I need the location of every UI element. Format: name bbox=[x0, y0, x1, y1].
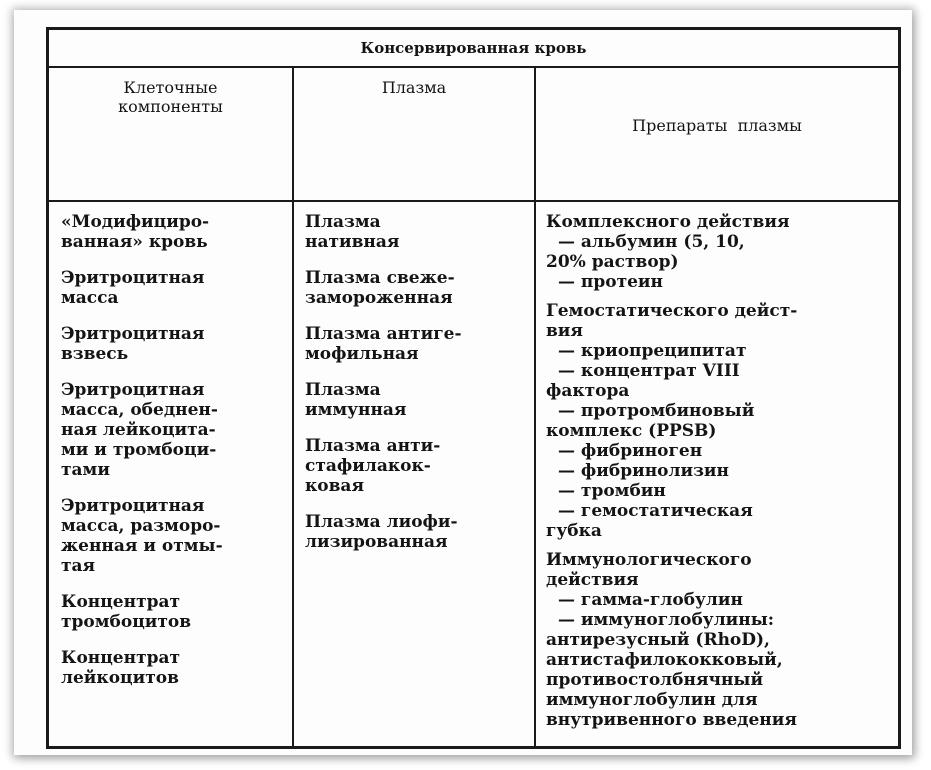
item-line: нативная bbox=[305, 232, 400, 252]
item-line: масса, обеднен- bbox=[61, 400, 218, 420]
item-line: лизированная bbox=[305, 532, 448, 552]
column-plasma bbox=[305, 212, 531, 568]
item-line: масса bbox=[61, 288, 119, 308]
item-line: Плазма свеже- bbox=[305, 268, 455, 288]
item-line: Эритроцитная bbox=[61, 268, 205, 288]
preparation-line: противостолбнячный bbox=[546, 670, 764, 690]
preparation-line: антистафилококковый, bbox=[546, 650, 783, 670]
group-heading: действия bbox=[546, 570, 639, 590]
header-line: компоненты bbox=[118, 97, 223, 116]
item-line: Концентрат bbox=[61, 592, 181, 612]
item-line: Эритроцитная bbox=[61, 380, 205, 400]
list-item bbox=[305, 268, 531, 308]
item-line: масса, разморо- bbox=[61, 516, 221, 536]
header-cell-preparations bbox=[536, 78, 898, 173]
item-line: мофильная bbox=[305, 344, 419, 364]
preparation-line: 20% раствор) bbox=[546, 252, 679, 272]
item-line: Плазма bbox=[305, 212, 381, 232]
preparation-line: — гамма-глобулин bbox=[558, 590, 743, 610]
preparation-group bbox=[546, 550, 896, 730]
header-line: Клеточные bbox=[123, 78, 218, 97]
item-line: Эритроцитная bbox=[61, 496, 205, 516]
item-line: тая bbox=[61, 556, 96, 576]
item-line: Эритроцитная bbox=[61, 324, 205, 344]
column-divider-1 bbox=[292, 66, 294, 746]
list-item bbox=[305, 324, 531, 364]
preparation-line: — тромбин bbox=[558, 481, 666, 501]
item-line: Плазма анти- bbox=[305, 436, 441, 456]
item-line: ванная» кровь bbox=[61, 232, 208, 252]
preparation-line: — фибринолизин bbox=[558, 461, 729, 481]
header-line: Препараты плазмы bbox=[632, 116, 802, 135]
preparation-line: — иммуноглобулины: bbox=[558, 610, 775, 630]
preparation-group bbox=[546, 301, 896, 541]
list-item bbox=[305, 380, 531, 420]
list-item bbox=[61, 212, 289, 252]
preparation-line: — концентрат VIII bbox=[558, 361, 740, 381]
document-page bbox=[14, 10, 912, 755]
item-line: Концентрат bbox=[61, 648, 181, 668]
table-title: Консервированная кровь bbox=[49, 30, 898, 68]
item-line: «Модифициро- bbox=[61, 212, 210, 232]
preparation-line: внутривенного введения bbox=[546, 710, 797, 730]
group-heading: вия bbox=[546, 321, 583, 341]
item-line: замороженная bbox=[305, 288, 453, 308]
item-line: Плазма bbox=[305, 380, 381, 400]
item-line: иммунная bbox=[305, 400, 407, 420]
header-line: Плазма bbox=[381, 78, 447, 97]
item-line: женная и отмы- bbox=[61, 536, 223, 556]
preparation-line: — криопреципитат bbox=[558, 341, 747, 361]
header-cell-components bbox=[49, 78, 292, 116]
blood-components-table bbox=[46, 27, 901, 749]
item-line: ная лейкоцита- bbox=[61, 420, 216, 440]
preparation-line: — протеин bbox=[558, 272, 663, 292]
item-line: ковая bbox=[305, 476, 365, 496]
column-cell-components bbox=[61, 212, 289, 704]
group-heading: Гемостатического дейст- bbox=[546, 301, 798, 321]
group-heading: Комплексного действия bbox=[546, 212, 790, 232]
preparation-line: губка bbox=[546, 521, 602, 541]
list-item bbox=[61, 380, 289, 480]
item-line: взвесь bbox=[61, 344, 129, 364]
preparation-line: — альбумин (5, 10, bbox=[558, 232, 745, 252]
column-plasma-preparations bbox=[546, 212, 896, 739]
preparation-line: антирезусный (RhoD), bbox=[546, 630, 770, 650]
list-item bbox=[61, 648, 289, 688]
preparation-line: — фибриноген bbox=[558, 441, 703, 461]
group-heading: Иммунологического bbox=[546, 550, 752, 570]
list-item bbox=[305, 512, 531, 552]
item-line: Плазма лиофи- bbox=[305, 512, 458, 532]
list-item bbox=[61, 496, 289, 576]
list-item bbox=[61, 324, 289, 364]
list-item bbox=[61, 268, 289, 308]
item-line: тромбоцитов bbox=[61, 612, 192, 632]
list-item bbox=[305, 436, 531, 496]
header-cell-plasma bbox=[294, 78, 534, 97]
item-line: ми и тромбоци- bbox=[61, 440, 217, 460]
list-item bbox=[305, 212, 531, 252]
preparation-line: — протромбиновый bbox=[558, 401, 755, 421]
preparation-line: — гемостатическая bbox=[558, 501, 753, 521]
list-item bbox=[61, 592, 289, 632]
preparation-line: иммуноглобулин для bbox=[546, 690, 758, 710]
item-line: стафилакок- bbox=[305, 456, 431, 476]
preparation-line: комплекс (PPSB) bbox=[546, 421, 717, 441]
preparation-line: фактора bbox=[546, 381, 630, 401]
item-line: Плазма антиге- bbox=[305, 324, 462, 344]
item-line: тами bbox=[61, 460, 110, 480]
header-divider bbox=[49, 200, 898, 202]
preparation-group bbox=[546, 212, 896, 292]
item-line: лейкоцитов bbox=[61, 668, 179, 688]
